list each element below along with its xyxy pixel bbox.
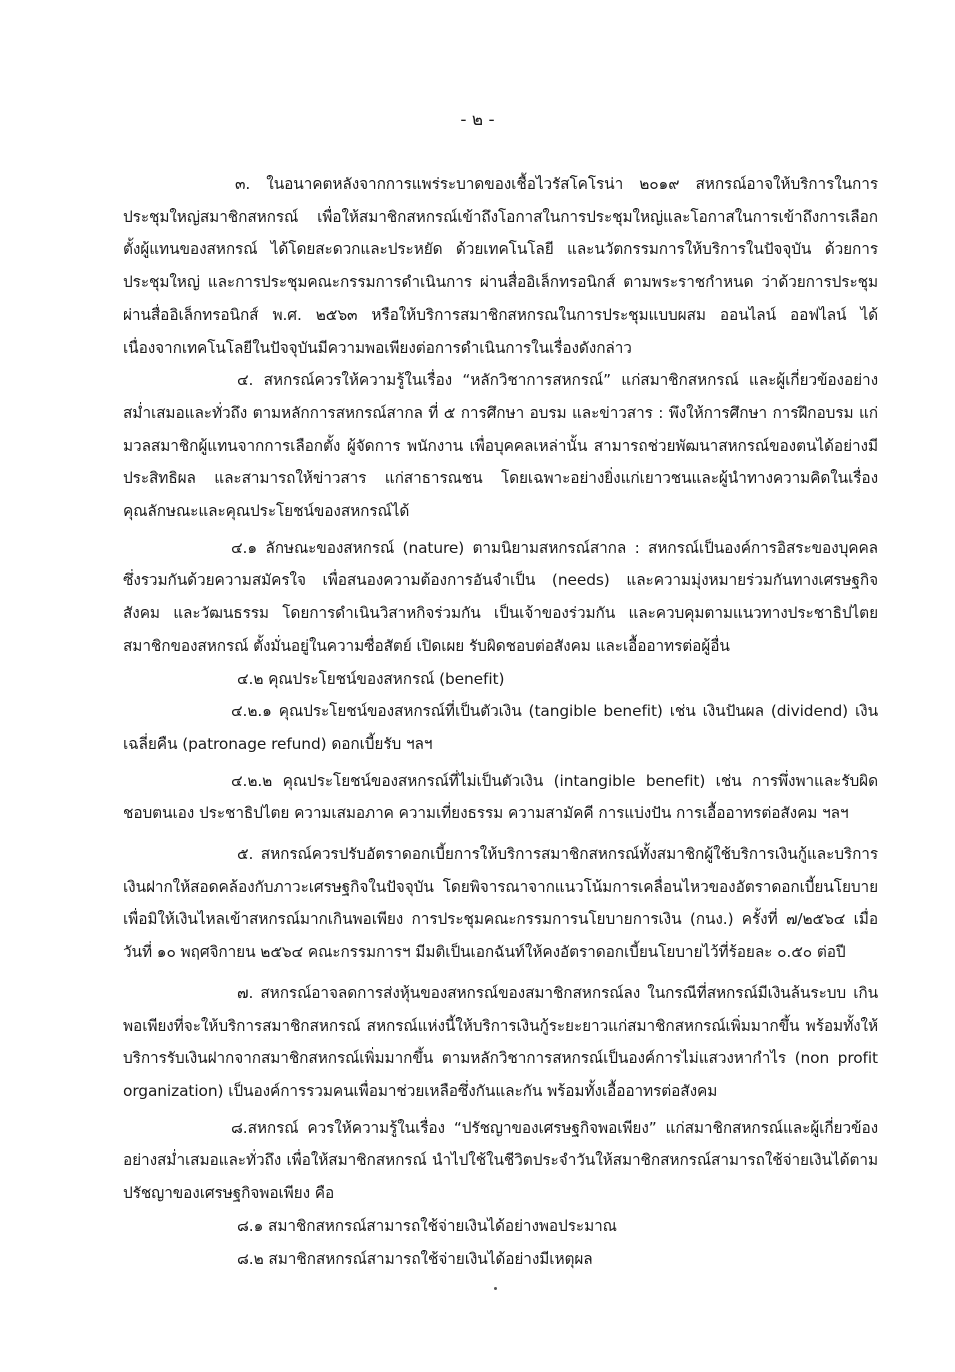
paragraph-4-2-2: ๔.๒.๒ คุณประโยชน์ของสหกรณ์ที่ไม่เป็นตัวเงิน (intangible benefit) เช่น การพึ่งพาและรับผิดชอบตนเอง ประชาธิปไตย ความเสมอภาค ความเที่ยงธรรม ความสามัคคี การแบ่งปัน การเอื้ออาทรต่อสังคม ฯลฯ [123,771,878,823]
paragraph-8-2: ๘.๒ สมาชิกสหกรณ์สามารถใช้จ่ายเงินได้อย่างมีเหตุผล [237,1249,593,1268]
scan-speck [494,1287,497,1290]
document-body [123,168,878,1275]
paragraph-8: ๘.สหกรณ์ ควรให้ความรู้ในเรื่อง “ปรัชญาของเศรษฐกิจพอเพียง” แก่สมาชิกสหกรณ์และผู้เกี่ยวข้องอย่างสม่ำเสมอและทั่วถึง เพื่อให้สมาชิกสหกรณ์ นำไปใช้ในชีวิตประจำวันให้สมาชิกสหกรณ์สามารถใช้จ่ายเงินได้ตามปรัชญาของเศรษฐกิจพอเพียง คือ [123,1118,878,1203]
paragraph-4-2-1: ๔.๒.๑ คุณประโยชน์ของสหกรณ์ที่เป็นตัวเงิน (tangible benefit) เช่น เงินปันผล (dividend) เงินเฉลี่ยคืน (patronage refund) ดอกเบี้ยรับ ฯลฯ [123,702,878,753]
paragraph-7: ๗. สหกรณ์อาจลดการส่งหุ้นของสหกรณ์ของสมาชิกสหกรณ์ลง ในกรณีที่สหกรณ์มีเงินล้นระบบ เกินพอเพียงที่จะให้บริการสมาชิกสหกรณ์ สหกรณ์แห่งนี้ให้บริการเงินกู้ระยะยาวแก่สมาชิกสหกรณ์เพิ่มมากขึ้น พร้อมทั้งให้บริการรับเงินฝากจากสมาชิกสหกรณ์เพิ่มมากขึ้น ตามหลักวิชาการสหกรณ์เป็นองค์การไม่แสวงหากำไร (non profit organization) เป็นองค์การรวมคนเพื่อมาช่วยเหลือซึ่งกันและกัน พร้อมทั้งเอื้ออาทรต่อสังคม [123,983,878,1100]
paragraph-8-1: ๘.๑ สมาชิกสหกรณ์สามารถใช้จ่ายเงินได้อย่างพอประมาณ [237,1216,617,1235]
paragraph-3: ๓. ในอนาคตหลังจากการแพร่ระบาดของเชื้อไวรัสโคโรน่า ๒๐๑๙ สหกรณ์อาจให้บริการในการประชุมใหญ่สมาชิกสหกรณ์ เพื่อให้สมาชิกสหกรณ์เข้าถึงโอกาสในการประชุมใหญ่และโอกาสในการเข้าถึงการเลือกตั้งผู้แทนของสหกรณ์ ได้โดยสะดวกและประหยัด ด้วยเทคโนโลยี และนวัตกรรมการให้บริการในปัจจุบัน ด้วยการประชุมใหญ่ และการประชุมคณะกรรมการดำเนินการ ผ่านสื่ออิเล็กทรอนิกส์ ตามพระราชกำหนด ว่าด้วยการประชุมผ่านสื่ออิเล็กทรอนิกส์ พ.ศ. ๒๕๖๓ หรือให้บริการสมาชิกสหกรณในการประชุมแบบผสม ออนไลน์ ออฟไลน์ ได้ เนื่องจากเทคโนโลยีในปัจจุบันมีความพอเพียงต่อการดำเนินการในเรื่องดังกล่าว [123,175,878,357]
page-number: - ๒ - [460,110,495,130]
paragraph-4-1: ๔.๑ ลักษณะของสหกรณ์ (nature) ตามนิยามสหกรณ์สากล : สหกรณ์เป็นองค์การอิสระของบุคคล ซึ่งรวมกันด้วยความสมัครใจ เพื่อสนองความต้องการอันจำเป็น (needs) และความมุ่งหมายร่วมกันทางเศรษฐกิจ สังคม และวัฒนธรรม โดยการดำเนินวิสาหกิจร่วมกัน เป็นเจ้าของร่วมกัน และควบคุมตามแนวทางประชาธิปไตย สมาชิกของสหกรณ์ ตั้งมั่นอยู่ในความซื่อสัตย์ เปิดเผย รับผิดชอบต่อสังคม และเอื้ออาทรต่อผู้อื่น [123,538,878,655]
paragraph-5: ๕. สหกรณ์ควรปรับอัตราดอกเบี้ยการให้บริการสมาชิกสหกรณ์ทั้งสมาชิกผู้ใช้บริการเงินกู้และบริการเงินฝากให้สอดคล้องกับภาวะเศรษฐกิจในปัจจุบัน โดยพิจารณาจากแนวโน้มการเคลื่อนไหวของอัตราดอกเบี้ยนโยบาย เพื่อมิให้เงินไหลเข้าสหกรณ์มากเกินพอเพียง การประชุมคณะกรรมการนโยบายการเงิน (กนง.) ครั้งที่ ๗/๒๕๖๔ เมื่อวันที่ ๑๐ พฤศจิกายน ๒๕๖๔ คณะกรรมการฯ มีมติเป็นเอกฉันท์ให้คงอัตราดอกเบี้ยนโยบายไว้ที่ร้อยละ ๐.๕๐ ต่อปี [123,845,878,962]
paragraph-4-2: ๔.๒ คุณประโยชน์ของสหกรณ์ (benefit) [237,669,505,688]
paragraph-4: ๔. สหกรณ์ควรให้ความรู้ในเรื่อง “หลักวิชาการสหกรณ์” แก่สมาชิกสหกรณ์ และผู้เกี่ยวข้องอย่างสม่ำเสมอและทั่วถึง ตามหลักการสหกรณ์สากล ที่ ๕ การศึกษา อบรม และข่าวสาร : พึงให้การศึกษา การฝึกอบรม แก่มวลสมาชิกผู้แทนจากการเลือกตั้ง ผู้จัดการ พนักงาน เพื่อบุคคลเหล่านั้น สามารถช่วยพัฒนาสหกรณ์ของตนได้อย่างมีประสิทธิผล และสามารถให้ข่าวสาร แก่สาธารณชน โดยเฉพาะอย่างยิ่งแก่เยาวชนและผู้นำทางความคิดในเรื่อง คุณลักษณะและคุณประโยชน์ของสหกรณ์ได้ [123,371,878,521]
